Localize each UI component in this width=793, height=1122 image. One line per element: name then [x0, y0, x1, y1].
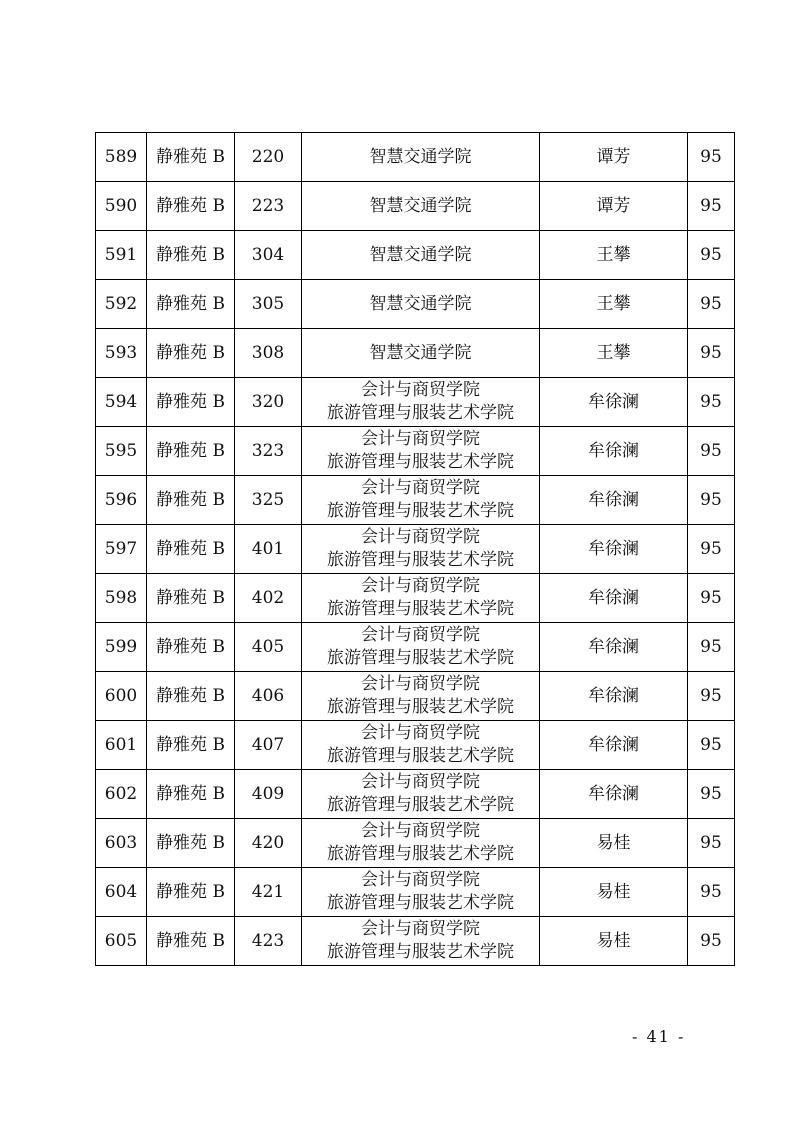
college-line: 会计与商贸学院	[361, 723, 480, 743]
building-cell: 静雅苑 B	[147, 329, 235, 378]
building-cell: 静雅苑 B	[147, 280, 235, 329]
building-cell: 静雅苑 B	[147, 378, 235, 427]
room-cell: 223	[235, 182, 302, 231]
room-cell: 325	[235, 476, 302, 525]
college-cell	[302, 868, 540, 917]
college-cell	[302, 231, 540, 280]
college-cell	[302, 427, 540, 476]
leader-cell: 谭芳	[540, 182, 688, 231]
college-line: 旅游管理与服装艺术学院	[327, 501, 514, 521]
row-number-cell: 605	[96, 917, 147, 966]
leader-cell: 王攀	[540, 280, 688, 329]
leader-cell: 牟徐澜	[540, 770, 688, 819]
college-cell	[302, 770, 540, 819]
college-line: 会计与商贸学院	[361, 429, 480, 449]
score-cell: 95	[688, 231, 735, 280]
score-cell: 95	[688, 133, 735, 182]
table-row	[96, 231, 735, 280]
college-line: 会计与商贸学院	[361, 870, 480, 890]
row-number-cell: 595	[96, 427, 147, 476]
row-number-cell: 604	[96, 868, 147, 917]
table-row	[96, 476, 735, 525]
table-row	[96, 280, 735, 329]
college-line: 旅游管理与服装艺术学院	[327, 599, 514, 619]
leader-cell: 牟徐澜	[540, 721, 688, 770]
row-number-cell: 601	[96, 721, 147, 770]
college-cell	[302, 280, 540, 329]
score-cell: 95	[688, 672, 735, 721]
leader-cell: 牟徐澜	[540, 623, 688, 672]
building-cell: 静雅苑 B	[147, 672, 235, 721]
college-line: 会计与商贸学院	[361, 478, 480, 498]
score-cell: 95	[688, 476, 735, 525]
college-cell	[302, 378, 540, 427]
room-cell: 423	[235, 917, 302, 966]
college-cell	[302, 721, 540, 770]
college-line: 旅游管理与服装艺术学院	[327, 746, 514, 766]
table-row	[96, 525, 735, 574]
college-line: 旅游管理与服装艺术学院	[327, 550, 514, 570]
college-line: 旅游管理与服装艺术学院	[327, 942, 514, 962]
college-line: 旅游管理与服装艺术学院	[327, 403, 514, 423]
college-cell	[302, 623, 540, 672]
building-cell: 静雅苑 B	[147, 525, 235, 574]
score-cell: 95	[688, 819, 735, 868]
room-cell: 323	[235, 427, 302, 476]
score-cell: 95	[688, 917, 735, 966]
college-cell	[302, 476, 540, 525]
row-number-cell: 596	[96, 476, 147, 525]
room-cell: 421	[235, 868, 302, 917]
college-line: 会计与商贸学院	[361, 380, 480, 400]
college-line: 旅游管理与服装艺术学院	[327, 452, 514, 472]
room-cell: 407	[235, 721, 302, 770]
row-number-cell: 602	[96, 770, 147, 819]
table-row	[96, 672, 735, 721]
room-cell: 401	[235, 525, 302, 574]
building-cell: 静雅苑 B	[147, 721, 235, 770]
college-line: 旅游管理与服装艺术学院	[327, 893, 514, 913]
row-number-cell: 598	[96, 574, 147, 623]
room-cell: 405	[235, 623, 302, 672]
table-row	[96, 427, 735, 476]
table-row	[96, 917, 735, 966]
table-row	[96, 868, 735, 917]
building-cell: 静雅苑 B	[147, 476, 235, 525]
room-cell: 305	[235, 280, 302, 329]
college-cell	[302, 672, 540, 721]
college-cell	[302, 819, 540, 868]
building-cell: 静雅苑 B	[147, 917, 235, 966]
college-line: 旅游管理与服装艺术学院	[327, 697, 514, 717]
score-cell: 95	[688, 868, 735, 917]
leader-cell: 牟徐澜	[540, 427, 688, 476]
building-cell: 静雅苑 B	[147, 770, 235, 819]
college-line: 会计与商贸学院	[361, 527, 480, 547]
room-cell: 308	[235, 329, 302, 378]
room-cell: 409	[235, 770, 302, 819]
table-row	[96, 378, 735, 427]
college-cell	[302, 917, 540, 966]
score-cell: 95	[688, 623, 735, 672]
leader-cell: 易桂	[540, 917, 688, 966]
college-line: 智慧交通学院	[369, 195, 472, 216]
leader-cell: 王攀	[540, 329, 688, 378]
table-body	[96, 133, 735, 966]
building-cell: 静雅苑 B	[147, 133, 235, 182]
score-cell: 95	[688, 721, 735, 770]
row-number-cell: 599	[96, 623, 147, 672]
building-cell: 静雅苑 B	[147, 868, 235, 917]
score-cell: 95	[688, 574, 735, 623]
room-cell: 304	[235, 231, 302, 280]
college-line: 会计与商贸学院	[361, 919, 480, 939]
row-number-cell: 592	[96, 280, 147, 329]
table-row	[96, 574, 735, 623]
college-line: 智慧交通学院	[369, 342, 472, 363]
leader-cell: 谭芳	[540, 133, 688, 182]
building-cell: 静雅苑 B	[147, 182, 235, 231]
room-cell: 220	[235, 133, 302, 182]
college-line: 旅游管理与服装艺术学院	[327, 844, 514, 864]
leader-cell: 易桂	[540, 819, 688, 868]
college-line: 会计与商贸学院	[361, 576, 480, 596]
college-cell	[302, 525, 540, 574]
college-line: 智慧交通学院	[369, 293, 472, 314]
building-cell: 静雅苑 B	[147, 819, 235, 868]
score-cell: 95	[688, 427, 735, 476]
row-number-cell: 603	[96, 819, 147, 868]
room-cell: 402	[235, 574, 302, 623]
leader-cell: 易桂	[540, 868, 688, 917]
building-cell: 静雅苑 B	[147, 427, 235, 476]
college-line: 智慧交通学院	[369, 146, 472, 167]
score-cell: 95	[688, 280, 735, 329]
college-cell	[302, 329, 540, 378]
leader-cell: 牟徐澜	[540, 525, 688, 574]
building-cell: 静雅苑 B	[147, 623, 235, 672]
score-cell: 95	[688, 770, 735, 819]
college-line: 旅游管理与服装艺术学院	[327, 795, 514, 815]
room-cell: 320	[235, 378, 302, 427]
row-number-cell: 593	[96, 329, 147, 378]
score-cell: 95	[688, 378, 735, 427]
table-row	[96, 770, 735, 819]
leader-cell: 牟徐澜	[540, 476, 688, 525]
college-line: 会计与商贸学院	[361, 772, 480, 792]
table-row	[96, 182, 735, 231]
college-line: 会计与商贸学院	[361, 821, 480, 841]
table-row	[96, 329, 735, 378]
leader-cell: 牟徐澜	[540, 672, 688, 721]
college-cell	[302, 574, 540, 623]
page-number: - 41 -	[632, 1027, 686, 1046]
score-cell: 95	[688, 525, 735, 574]
score-cell: 95	[688, 329, 735, 378]
table-row	[96, 133, 735, 182]
table-row	[96, 721, 735, 770]
college-cell	[302, 133, 540, 182]
college-line: 智慧交通学院	[369, 244, 472, 265]
row-number-cell: 600	[96, 672, 147, 721]
row-number-cell: 594	[96, 378, 147, 427]
leader-cell: 牟徐澜	[540, 378, 688, 427]
college-cell	[302, 182, 540, 231]
row-number-cell: 597	[96, 525, 147, 574]
table-row	[96, 623, 735, 672]
college-line: 会计与商贸学院	[361, 625, 480, 645]
room-cell: 420	[235, 819, 302, 868]
row-number-cell: 591	[96, 231, 147, 280]
score-cell: 95	[688, 182, 735, 231]
leader-cell: 王攀	[540, 231, 688, 280]
college-line: 会计与商贸学院	[361, 674, 480, 694]
building-cell: 静雅苑 B	[147, 231, 235, 280]
table-row	[96, 819, 735, 868]
row-number-cell: 590	[96, 182, 147, 231]
row-number-cell: 589	[96, 133, 147, 182]
building-cell: 静雅苑 B	[147, 574, 235, 623]
college-line: 旅游管理与服装艺术学院	[327, 648, 514, 668]
dormitory-score-table	[95, 132, 735, 966]
room-cell: 406	[235, 672, 302, 721]
leader-cell: 牟徐澜	[540, 574, 688, 623]
